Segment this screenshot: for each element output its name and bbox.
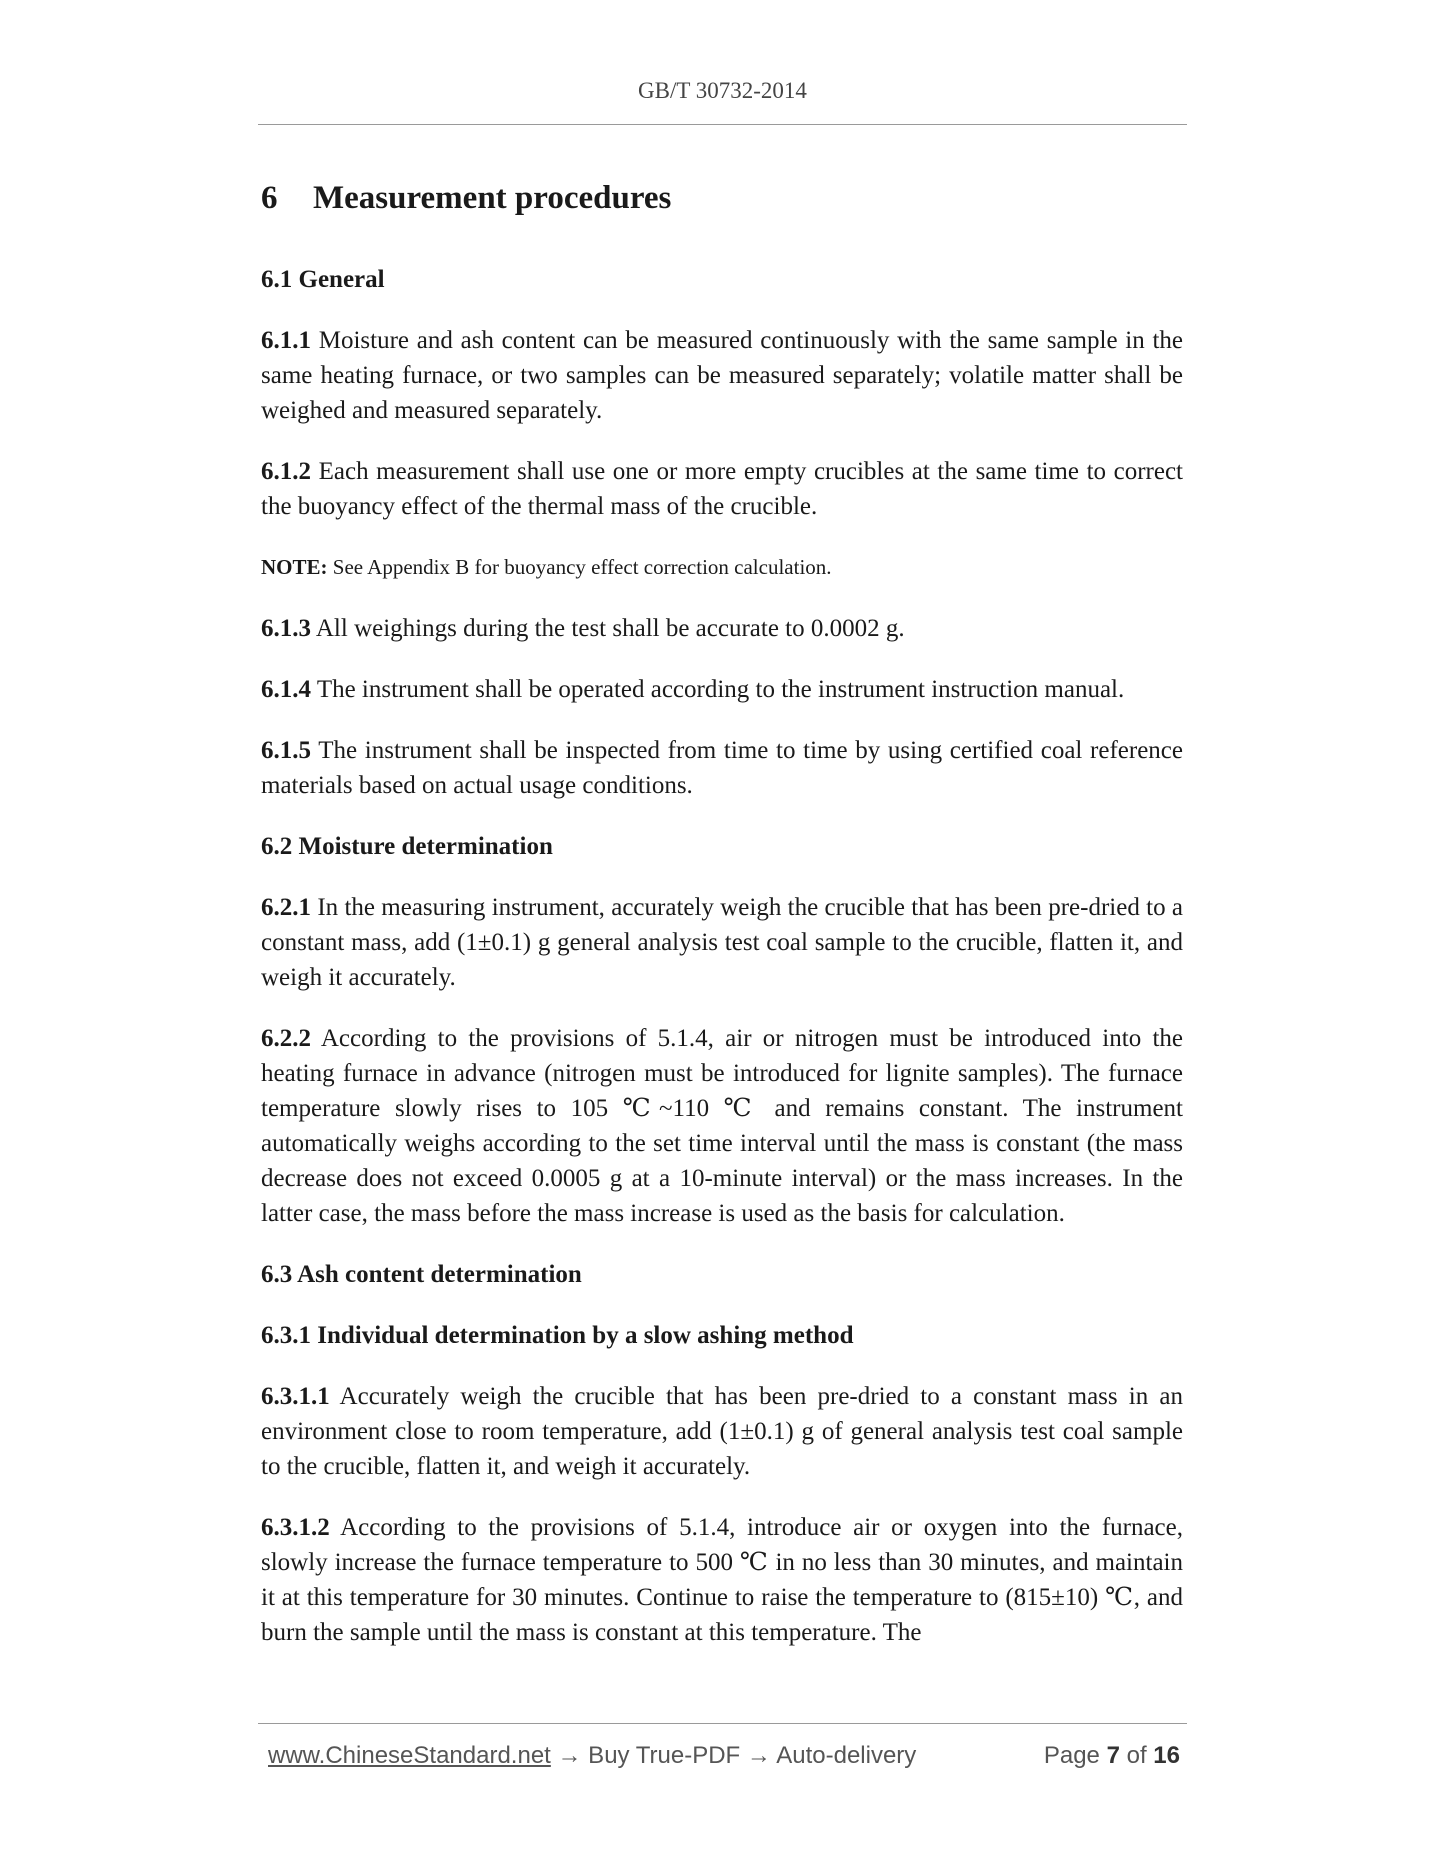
- of-label: of: [1126, 1742, 1147, 1769]
- clause-text: Moisture and ash content can be measured continuously with the same sample in the same heating furnace, or two samples can be measured separately; volatile matter shall be weighed and measured separately.: [261, 327, 1184, 424]
- footer-rule: [258, 1723, 1187, 1724]
- clause-number: 6.1.3: [261, 615, 311, 642]
- clause-number: 6.1.4: [261, 676, 311, 703]
- clause-6-2-1: [261, 890, 1183, 995]
- clause-number: 6.2.2: [261, 1025, 311, 1052]
- clause-text: The instrument shall be inspected from time to time by using certified coal reference materials based on actual usage conditions.: [261, 737, 1183, 799]
- header-rule: [258, 124, 1187, 125]
- clause-6-1-1: [261, 323, 1183, 428]
- page-label: Page: [1043, 1742, 1100, 1769]
- site-link[interactable]: www.ChineseStandard.net: [268, 1742, 551, 1769]
- clause-6-3-1-1: [261, 1379, 1183, 1484]
- clause-number: 6.3.1.1: [261, 1383, 330, 1410]
- page-content: [261, 176, 1183, 1676]
- heading-6-3: 6.3 Ash content determination: [261, 1261, 582, 1288]
- heading-6-1: 6.1 General: [261, 266, 385, 293]
- section-title: Measurement procedures: [313, 180, 672, 216]
- clause-6-3-1-2: [261, 1510, 1183, 1650]
- clause-6-1-5: [261, 733, 1183, 803]
- footer-promo: [268, 1742, 916, 1770]
- clause-number: 6.1.5: [261, 737, 311, 764]
- page-total: 16: [1153, 1742, 1180, 1769]
- clause-text: The instrument shall be operated according to the instrument instruction manual.: [316, 676, 1125, 703]
- footer: [268, 1742, 1180, 1778]
- heading-6-3-1: 6.3.1 Individual determination by a slow ashing method: [261, 1322, 854, 1349]
- clause-6-1-2: [261, 454, 1183, 524]
- clause-text: According to the provisions of 5.1.4, air or nitrogen must be introduced into the heating furnace in advance (nitrogen must be introduced for lignite samples). The furnace temperature slowly rises to 105 ℃~110 ℃ and remains constant. The instrument automatically weighs according to the set time interval until the mass is constant (the mass decrease does not exceed 0.0005 g at a 10-minute interval) or the mass increases. In the latter case, the mass before the mass increase is used as the basis for calculation.: [261, 1025, 1183, 1227]
- section-heading: [261, 176, 1183, 220]
- note-text: See Appendix B for buoyancy effect correction calculation.: [332, 555, 832, 579]
- clause-6-2-2: [261, 1021, 1183, 1231]
- clause-text: All weighings during the test shall be accurate to 0.0002 g.: [315, 615, 905, 642]
- clause-number: 6.1.2: [261, 458, 311, 485]
- clause-number: 6.1.1: [261, 327, 311, 354]
- note: [261, 550, 1183, 585]
- heading-6-2: 6.2 Moisture determination: [261, 833, 553, 860]
- clause-6-1-3: [261, 611, 1183, 646]
- page-indicator: [1044, 1742, 1180, 1770]
- note-label: NOTE:: [261, 555, 328, 579]
- clause-text: Accurately weigh the crucible that has been pre-dried to a constant mass in an environment close to room temperature, add (1±0.1) g of general analysis test coal sample to the crucible, flatten it, and weigh it accurately.: [261, 1383, 1183, 1480]
- clause-text: Each measurement shall use one or more empty crucibles at the same time to correct the buoyancy effect of the thermal mass of the crucible.: [261, 458, 1184, 520]
- clause-text: In the measuring instrument, accurately weigh the crucible that has been pre-dried to a constant mass, add (1±0.1) g general analysis test coal sample to the crucible, flatten it, and weigh it accurately.: [261, 894, 1183, 991]
- standard-code-header: GB/T 30732-2014: [638, 78, 807, 103]
- clause-text: According to the provisions of 5.1.4, introduce air or oxygen into the furnace, slowly increase the furnace temperature to 500 ℃ in no less than 30 minutes, and maintain it at this temperature for 30 minutes. Continue to raise the temperature to (815±10) ℃, and burn the sample until the mass is constant at this temperature. The: [261, 1514, 1184, 1646]
- page-number: 7: [1106, 1742, 1120, 1769]
- clause-number: 6.2.1: [261, 894, 311, 921]
- clause-6-1-4: [261, 672, 1183, 707]
- clause-number: 6.3.1.2: [261, 1514, 330, 1541]
- section-number: 6: [261, 180, 278, 216]
- footer-promo-text: → Buy True-PDF → Auto-delivery: [550, 1742, 917, 1769]
